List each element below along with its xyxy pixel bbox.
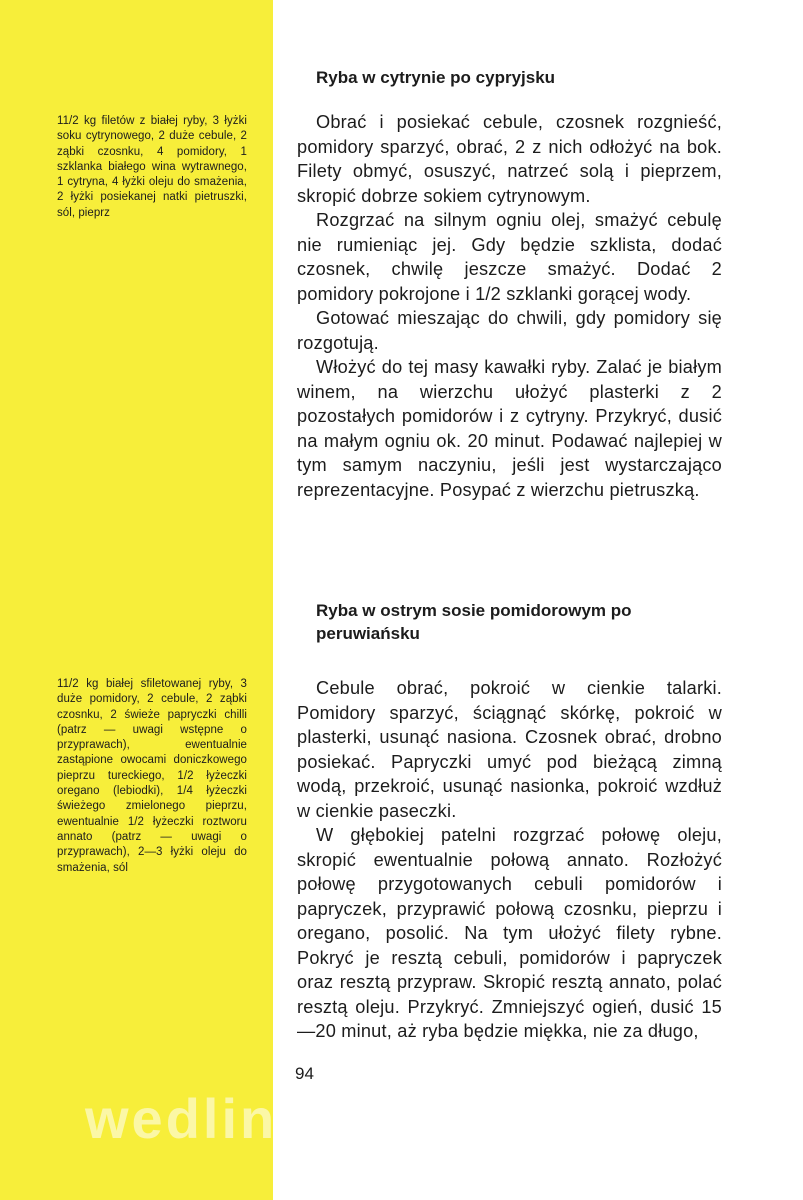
page-number: 94 <box>295 1064 314 1083</box>
recipe1-title: Ryba w cytrynie po cypryjsku <box>316 68 556 87</box>
recipe2-title: Ryba w ostrym sosie pomidorowym po peruwiańsku <box>316 601 632 643</box>
recipe1-ingredients: 11/2 kg filetów z białej ryby, 3 łyżki soku cytrynowego, 2 duże cebule, 2 ząbki czosnku, 4 pomidory, 1 szklanka białego wina wytrawnego, 1 cytryna, 4 łyżki oleju do smażenia, 2 łyżki posiekanej natki pietruszki, sól, pieprz <box>57 115 247 219</box>
recipe1-paragraph: Obrać i posiekać cebule, czosnek rozgnieść, pomidory sparzyć, obrać, 2 z nich odłożyć na bok. Filety obmyć, osuszyć, natrzeć solą i pieprzem, skropić dobrze sokiem cytrynowym. <box>297 112 722 206</box>
recipe2-paragraph: Cebule obrać, pokroić w cienkie talarki. Pomidory sparzyć, ściągnąć skórkę, pokroić w plasterki, usunąć nasiona. Czosnek obrać, drobno posiekać. Papryczki umyć pod bieżącą zimną wodą, przekroić, usunąć nasionka, pokroić wzdłuż w cienkie paseczki. <box>297 678 722 821</box>
recipe1-instructions <box>297 110 722 502</box>
watermark: wedlinydomowe.pl <box>85 1087 631 1150</box>
recipe2-instructions <box>297 676 722 1044</box>
recipe1-paragraph: Gotować mieszając do chwili, gdy pomidory się rozgotują. <box>297 308 722 353</box>
recipe1-paragraph: Włożyć do tej masy kawałki ryby. Zalać je białym winem, na wierzchu ułożyć plasterki z 2 pozostałych pomidorów i z cytryny. Przykryć, dusić na małym ogniu ok. 20 minut. Podawać najlepiej w tym samym naczyniu, jeśli jest wystarczająco reprezentacyjne. Posypać z wierzchu pietruszką. <box>297 357 722 500</box>
recipe2-paragraph: W głębokiej patelni rozgrzać połowę oleju, skropić ewentualnie połową annato. Rozłożyć połowę przygotowanych cebuli pomidorów i papryczek, przyprawić połową czosnku, pieprzu i oregano, posolić. Na tym ułożyć filety rybne. Pokryć je resztą cebuli, pomidorów i papryczek oraz resztą przypraw. Skropić resztą annato, polać resztą oleju. Przykryć. Zmniejszyć ogień, dusić 15—20 minut, aż ryba będzie miękka, nie za długo, <box>297 825 722 1041</box>
recipe2-ingredients: 11/2 kg białej sfiletowanej ryby, 3 duże pomidory, 2 cebule, 2 ząbki czosnku, 2 świeże papryczki chilli (patrz — uwagi wstępne o przyprawach), ewentualnie zastąpione owocami doniczkowego pieprzu tureckiego, 1/2 łyżeczki oregano (lebiodki), 1/4 łyżeczki świeżego zmielonego pieprzu, ewentualnie 1/2 łyżeczki roztworu annato (patrz — uwagi o przyprawach), 2—3 łyżki oleju do smażenia, sól <box>57 678 247 874</box>
recipe1-paragraph: Rozgrzać na silnym ogniu olej, smażyć cebulę nie rumieniąc jej. Gdy będzie szklista, dodać czosnek, chwilę jeszcze smażyć. Dodać 2 pomidory pokrojone i 1/2 szklanki gorącej wody. <box>297 210 722 304</box>
